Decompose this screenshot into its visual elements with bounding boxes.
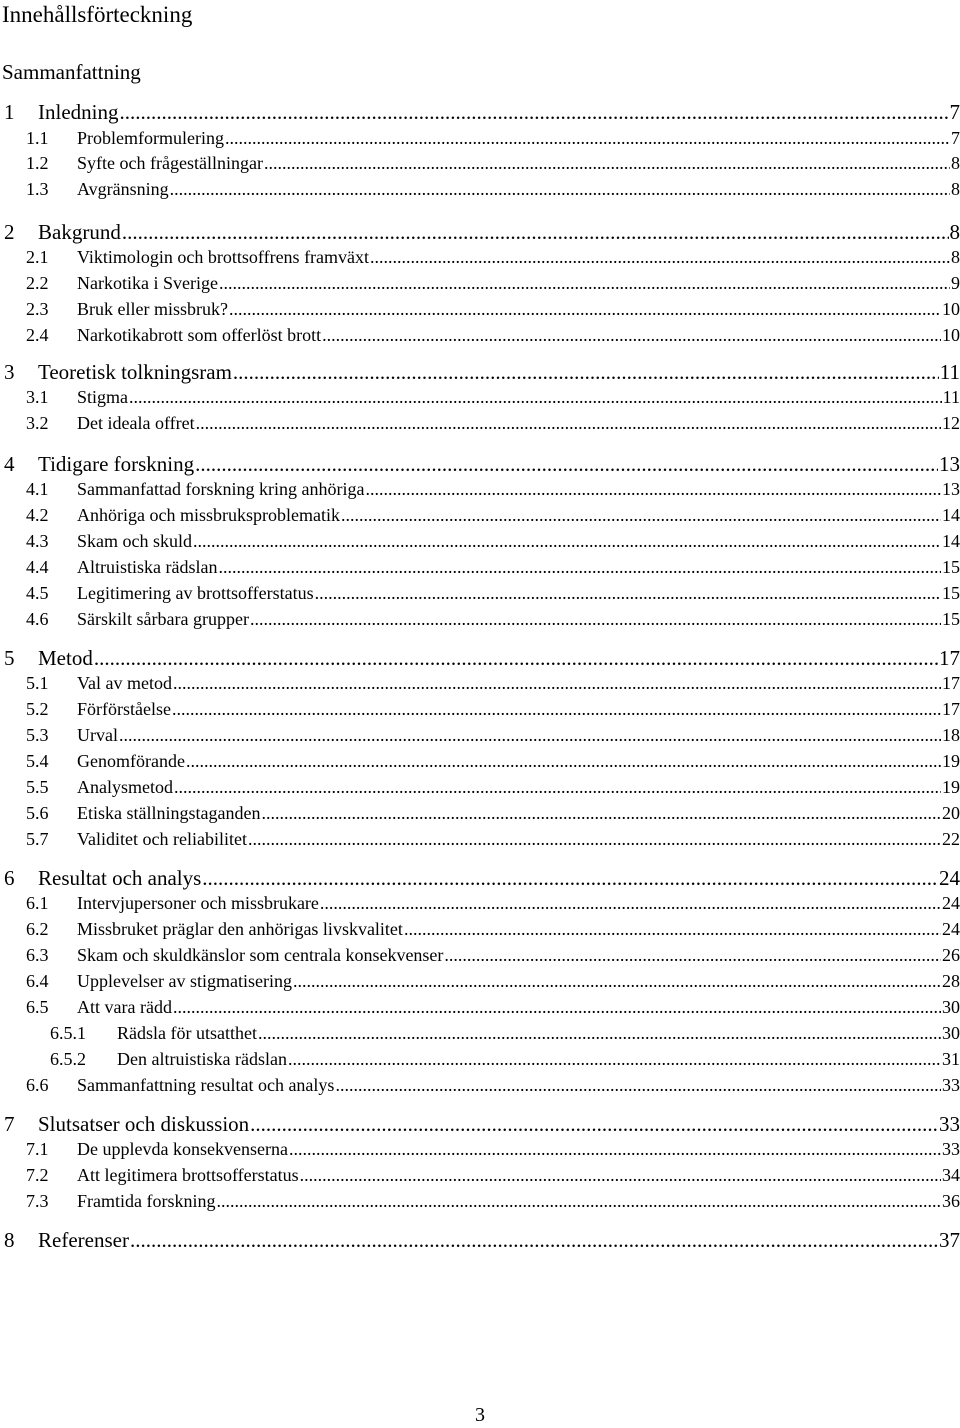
toc-entry-title: Den altruistiska rädslan xyxy=(117,1047,287,1071)
dot-leader xyxy=(300,1163,941,1187)
toc-entry-page: 12 xyxy=(942,411,960,435)
toc-entry-number: 5.3 xyxy=(26,723,77,747)
dot-leader xyxy=(250,1110,938,1138)
toc-entry-number: 7.1 xyxy=(26,1137,77,1161)
toc-entry[interactable] xyxy=(26,126,960,150)
toc-entry-number: 2.4 xyxy=(26,323,77,347)
dot-leader xyxy=(225,126,950,150)
toc-entry-title: Inledning xyxy=(38,98,118,126)
toc-entry-title: Viktimologin och brottsoffrens framväxt xyxy=(77,245,369,269)
toc-entry-number: 4.1 xyxy=(26,477,77,501)
toc-entry-number: 6.1 xyxy=(26,891,77,915)
toc-entry-title: Att legitimera brottsofferstatus xyxy=(77,1163,299,1187)
dot-leader xyxy=(335,1073,941,1097)
toc-entry-title: Referenser xyxy=(38,1226,129,1254)
toc-entry-page: 18 xyxy=(942,723,960,747)
dot-leader xyxy=(320,891,941,915)
dot-leader xyxy=(94,644,938,672)
toc-entry-title: Stigma xyxy=(77,385,128,409)
toc-entry-page: 19 xyxy=(942,749,960,773)
toc-entry[interactable] xyxy=(26,581,960,605)
toc-entry-page: 13 xyxy=(942,477,960,501)
toc-entry-title: Validitet och reliabilitet xyxy=(77,827,247,851)
dot-leader xyxy=(119,723,941,747)
toc-entry[interactable] xyxy=(26,151,960,175)
dot-leader xyxy=(130,1226,938,1254)
dot-leader xyxy=(258,1021,941,1045)
toc-entry-number: 2.3 xyxy=(26,297,77,321)
toc-entry-number: 7.3 xyxy=(26,1189,77,1213)
toc-entry-number: 4.3 xyxy=(26,529,77,553)
toc-entry-page: 7 xyxy=(951,126,960,150)
dot-leader xyxy=(370,245,950,269)
toc-entry-page: 8 xyxy=(950,218,960,246)
dot-leader xyxy=(193,529,941,553)
toc-entry[interactable] xyxy=(26,917,960,941)
toc-entry[interactable] xyxy=(4,358,960,386)
page-number: 3 xyxy=(0,1402,960,1428)
toc-entry-title: Slutsatser och diskussion xyxy=(38,1110,249,1138)
toc-entry-title: Legitimering av brottsofferstatus xyxy=(77,581,314,605)
toc-entry-number: 2.1 xyxy=(26,245,77,269)
toc-entry-title: Sammanfattad forskning kring anhöriga xyxy=(77,477,364,501)
toc-entry-title: Problemformulering xyxy=(77,126,224,150)
dot-leader xyxy=(404,917,941,941)
toc-entry-page: 33 xyxy=(942,1137,960,1161)
toc-entry-page: 9 xyxy=(951,271,960,295)
dot-leader xyxy=(195,450,938,478)
toc-entry-number: 6.5.2 xyxy=(50,1047,117,1071)
toc-entry[interactable] xyxy=(26,385,960,409)
toc-entry[interactable] xyxy=(26,891,960,915)
toc-entry-title: Altruistiska rädslan xyxy=(77,555,217,579)
toc-entry[interactable] xyxy=(26,529,960,553)
dot-leader xyxy=(293,969,941,993)
toc-entry[interactable] xyxy=(26,245,960,269)
toc-entry-page: 22 xyxy=(942,827,960,851)
dot-leader xyxy=(341,503,941,527)
toc-entry-title: Etiska ställningstaganden xyxy=(77,801,260,825)
toc-entry-title: Tidigare forskning xyxy=(38,450,194,478)
dot-leader xyxy=(248,827,941,851)
toc-entry-title: Urval xyxy=(77,723,118,747)
toc-entry[interactable] xyxy=(50,1021,960,1045)
toc-entry-title: Bruk eller missbruk? xyxy=(77,297,228,321)
toc-entry[interactable] xyxy=(26,555,960,579)
toc-entry[interactable] xyxy=(26,775,960,799)
toc-entry-number: 6.5 xyxy=(26,995,77,1019)
toc-entry-title: Framtida forskning xyxy=(77,1189,215,1213)
dot-leader xyxy=(170,177,950,201)
toc-entry-page: 10 xyxy=(942,297,960,321)
toc-entry-title: Skam och skuldkänslor som centrala konsekvenser xyxy=(77,943,443,967)
toc-entry[interactable] xyxy=(26,827,960,851)
toc-entry-number: 3.1 xyxy=(26,385,77,409)
toc-entry-title: Val av metod xyxy=(77,671,172,695)
toc-entry[interactable] xyxy=(26,697,960,721)
toc-entry[interactable] xyxy=(26,1073,960,1097)
toc-entry-number: 4.4 xyxy=(26,555,77,579)
toc-entry-title: Sammanfattning resultat och analys xyxy=(77,1073,334,1097)
toc-entry-title: Analysmetod xyxy=(77,775,173,799)
toc-entry-page: 15 xyxy=(942,607,960,631)
toc-entry[interactable] xyxy=(26,477,960,501)
toc-entry-title: Avgränsning xyxy=(77,177,169,201)
toc-entry-number: 6.3 xyxy=(26,943,77,967)
toc-entry[interactable] xyxy=(26,411,960,435)
toc-entry[interactable] xyxy=(26,297,960,321)
dot-leader xyxy=(229,297,941,321)
summary-heading[interactable]: Sammanfattning xyxy=(2,57,952,87)
dot-leader xyxy=(264,151,950,175)
toc-entry-number: 6.4 xyxy=(26,969,77,993)
toc-entry-page: 8 xyxy=(951,177,960,201)
toc-entry-page: 17 xyxy=(939,644,960,672)
toc-entry-number: 4.2 xyxy=(26,503,77,527)
toc-entry-title: Metod xyxy=(38,644,93,672)
dot-leader xyxy=(216,1189,941,1213)
toc-entry[interactable] xyxy=(4,864,960,892)
toc-entry-page: 34 xyxy=(942,1163,960,1187)
toc-entry-number: 7 xyxy=(4,1110,38,1138)
toc-entry[interactable] xyxy=(26,503,960,527)
toc-entry-page: 8 xyxy=(951,151,960,175)
dot-leader xyxy=(129,385,942,409)
toc-entry-page: 33 xyxy=(939,1110,960,1138)
toc-entry-page: 24 xyxy=(942,917,960,941)
toc-entry[interactable] xyxy=(4,644,960,672)
toc-entry-page: 37 xyxy=(939,1226,960,1254)
toc-entry-number: 4.6 xyxy=(26,607,77,631)
toc-entry[interactable] xyxy=(4,218,960,246)
toc-entry-title: Syfte och frågeställningar xyxy=(77,151,263,175)
toc-entry[interactable] xyxy=(26,1137,960,1161)
toc-entry-title: Missbruket präglar den anhörigas livskvalitet xyxy=(77,917,403,941)
toc-entry-title: Genomförande xyxy=(77,749,185,773)
toc-entry-title: Det ideala offret xyxy=(77,411,195,435)
toc-entry[interactable] xyxy=(26,749,960,773)
toc-entry-number: 5.1 xyxy=(26,671,77,695)
toc-entry-number: 4.5 xyxy=(26,581,77,605)
toc-entry-title: Att vara rädd xyxy=(77,995,172,1019)
toc-entry-page: 26 xyxy=(942,943,960,967)
toc-entry-page: 30 xyxy=(942,1021,960,1045)
toc-entry-number: 1.1 xyxy=(26,126,77,150)
toc-entry[interactable] xyxy=(26,969,960,993)
dot-leader xyxy=(186,749,941,773)
toc-entry[interactable] xyxy=(26,271,960,295)
dot-leader xyxy=(288,1047,941,1071)
toc-entry-page: 11 xyxy=(943,385,960,409)
toc-entry[interactable] xyxy=(26,1189,960,1213)
toc-entry-number: 2 xyxy=(4,218,38,246)
dot-leader xyxy=(250,607,941,631)
toc-entry-page: 20 xyxy=(942,801,960,825)
toc-entry[interactable] xyxy=(26,1163,960,1187)
toc-entry[interactable] xyxy=(26,323,960,347)
toc-entry-number: 1.2 xyxy=(26,151,77,175)
toc-entry-page: 7 xyxy=(950,98,960,126)
toc-entry-page: 19 xyxy=(942,775,960,799)
toc-entry-page: 31 xyxy=(942,1047,960,1071)
toc-entry[interactable] xyxy=(26,177,960,201)
toc-entry-page: 10 xyxy=(942,323,960,347)
dot-leader xyxy=(322,323,941,347)
toc-entry[interactable] xyxy=(26,995,960,1019)
dot-leader xyxy=(315,581,941,605)
toc-entry-page: 17 xyxy=(942,671,960,695)
dot-leader xyxy=(261,801,941,825)
toc-entry-page: 17 xyxy=(942,697,960,721)
dot-leader xyxy=(219,271,950,295)
toc-entry[interactable] xyxy=(26,671,960,695)
dot-leader xyxy=(289,1137,941,1161)
toc-entry-page: 30 xyxy=(942,995,960,1019)
toc-entry-title: Skam och skuld xyxy=(77,529,192,553)
toc-entry[interactable] xyxy=(4,1110,960,1138)
dot-leader xyxy=(218,555,941,579)
toc-entry-page: 24 xyxy=(942,891,960,915)
toc-entry-page: 15 xyxy=(942,581,960,605)
toc-entry[interactable] xyxy=(26,723,960,747)
toc-entry-number: 6.2 xyxy=(26,917,77,941)
toc-entry-title: Upplevelser av stigmatisering xyxy=(77,969,292,993)
toc-entry-page: 33 xyxy=(942,1073,960,1097)
dot-leader xyxy=(122,218,949,246)
toc-entry[interactable] xyxy=(4,1226,960,1254)
toc-entry-number: 1 xyxy=(4,98,38,126)
toc-entry-title: Rädsla för utsatthet xyxy=(117,1021,257,1045)
toc-entry[interactable] xyxy=(26,943,960,967)
toc-entry-page: 28 xyxy=(942,969,960,993)
dot-leader xyxy=(173,995,941,1019)
toc-title: Innehållsförteckning xyxy=(2,0,952,31)
toc-entry-page: 24 xyxy=(939,864,960,892)
toc-entry-number: 5.5 xyxy=(26,775,77,799)
toc-entry[interactable] xyxy=(4,98,960,126)
toc-entry-page: 14 xyxy=(942,503,960,527)
toc-entry-title: De upplevda konsekvenserna xyxy=(77,1137,288,1161)
toc-entry-page: 13 xyxy=(939,450,960,478)
toc-entry[interactable] xyxy=(50,1047,960,1071)
toc-entry-title: Intervjupersoner och missbrukare xyxy=(77,891,319,915)
dot-leader xyxy=(196,411,941,435)
toc-entry-number: 4 xyxy=(4,450,38,478)
dot-leader xyxy=(365,477,941,501)
toc-entry-number: 5.7 xyxy=(26,827,77,851)
toc-entry-number: 5 xyxy=(4,644,38,672)
toc-entry-title: Narkotikabrott som offerlöst brott xyxy=(77,323,321,347)
toc-entry-title: Särskilt sårbara grupper xyxy=(77,607,249,631)
toc-entry-number: 2.2 xyxy=(26,271,77,295)
toc-entry-number: 5.4 xyxy=(26,749,77,773)
dot-leader xyxy=(202,864,938,892)
toc-entry[interactable] xyxy=(26,801,960,825)
toc-entry[interactable] xyxy=(26,607,960,631)
dot-leader xyxy=(174,775,941,799)
toc-entry-title: Resultat och analys xyxy=(38,864,201,892)
toc-entry-title: Teoretisk tolkningsram xyxy=(38,358,232,386)
toc-entry-page: 15 xyxy=(942,555,960,579)
toc-entry-number: 8 xyxy=(4,1226,38,1254)
toc-entry-page: 36 xyxy=(942,1189,960,1213)
toc-entry-number: 5.6 xyxy=(26,801,77,825)
dot-leader xyxy=(172,697,941,721)
toc-entry-number: 5.2 xyxy=(26,697,77,721)
dot-leader xyxy=(233,358,939,386)
toc-entry-number: 7.2 xyxy=(26,1163,77,1187)
toc-entry-title: Anhöriga och missbruksproblematik xyxy=(77,503,340,527)
toc-entry-page: 14 xyxy=(942,529,960,553)
toc-entry[interactable] xyxy=(4,450,960,478)
toc-entry-title: Narkotika i Sverige xyxy=(77,271,218,295)
toc-entry-title: Bakgrund xyxy=(38,218,121,246)
toc-entry-number: 6.5.1 xyxy=(50,1021,117,1045)
toc-entry-number: 6 xyxy=(4,864,38,892)
toc-entry-number: 3.2 xyxy=(26,411,77,435)
toc-entry-number: 3 xyxy=(4,358,38,386)
dot-leader xyxy=(119,98,948,126)
toc-entry-page: 11 xyxy=(940,358,960,386)
toc-entry-page: 8 xyxy=(951,245,960,269)
dot-leader xyxy=(173,671,941,695)
dot-leader xyxy=(444,943,941,967)
toc-entry-number: 6.6 xyxy=(26,1073,77,1097)
toc-entry-title: Förförståelse xyxy=(77,697,171,721)
toc-entry-number: 1.3 xyxy=(26,177,77,201)
